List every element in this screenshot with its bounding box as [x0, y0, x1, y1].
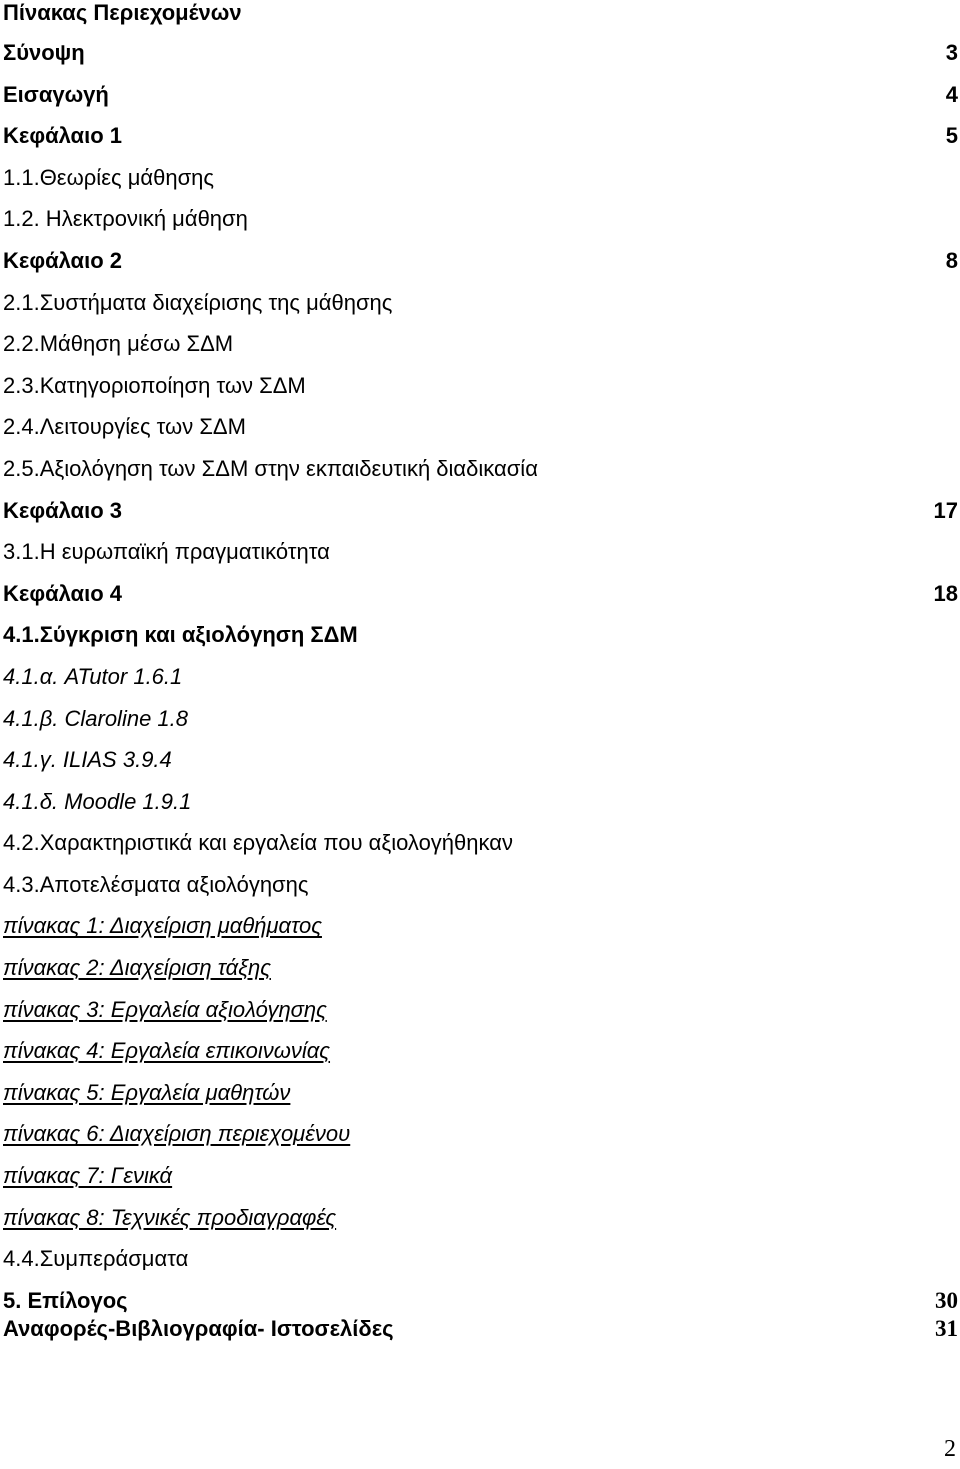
toc-entry[interactable] — [0, 282, 960, 324]
toc-entry[interactable] — [0, 905, 960, 947]
toc-entry-page: 18 — [933, 580, 958, 606]
toc-entry-label: πίνακας 6: Διαχείριση περιεχομένου — [3, 1121, 351, 1147]
toc-tail — [0, 1287, 960, 1343]
toc-entry-label: Αναφορές-Βιβλιογραφία- Ιστοσελίδες — [3, 1316, 394, 1341]
toc-entry[interactable] — [0, 365, 960, 407]
toc-entry-label: 2.4.Λειτουργίες των ΣΔΜ — [3, 414, 246, 440]
toc-entry[interactable] — [0, 614, 960, 656]
toc-entry-label: 4.1.α. ATutor 1.6.1 — [3, 663, 183, 689]
toc-entry-label: Σύνοψη — [3, 40, 85, 65]
toc-entry[interactable] — [0, 323, 960, 365]
toc-entry[interactable] — [0, 74, 960, 116]
toc-entry-label: 4.1.δ. Moodle 1.9.1 — [3, 788, 192, 814]
toc-entry-label: πίνακας 3: Εργαλεία αξιολόγησης — [3, 996, 327, 1022]
toc-entry[interactable] — [0, 1030, 960, 1072]
page-number: 2 — [944, 1436, 956, 1462]
toc-entry-label: πίνακας 8: Τεχνικές προδιαγραφές — [3, 1204, 337, 1230]
toc-entry-label: 1.2. Ηλεκτρονική μάθηση — [3, 206, 248, 232]
toc-entry[interactable] — [0, 573, 960, 615]
toc-entry[interactable] — [0, 1287, 960, 1315]
toc-entry[interactable] — [0, 822, 960, 864]
toc-entry-label: πίνακας 7: Γενικά — [3, 1163, 173, 1189]
toc-entry-label: πίνακας 5: Εργαλεία μαθητών — [3, 1079, 291, 1105]
toc-entry[interactable] — [0, 989, 960, 1031]
toc-entry[interactable] — [0, 115, 960, 157]
toc-entry-label: 4.4.Συμπεράσματα — [3, 1246, 189, 1272]
toc-entry-label: Εισαγωγή — [3, 81, 109, 107]
toc-entry-label: 1.1.Θεωρίες μάθησης — [3, 164, 214, 190]
toc-entry[interactable] — [0, 240, 960, 282]
toc-entry[interactable] — [0, 157, 960, 199]
toc-entry-label: 2.1.Συστήματα διαχείρισης της μάθησης — [3, 289, 393, 315]
toc-entry[interactable] — [0, 1155, 960, 1197]
toc-entry-page: 31 — [935, 1316, 958, 1341]
toc-entry[interactable] — [0, 406, 960, 448]
toc-entry[interactable] — [0, 1072, 960, 1114]
toc-entry[interactable] — [0, 1113, 960, 1155]
toc-list — [0, 32, 960, 1280]
toc-entry[interactable] — [0, 1197, 960, 1239]
toc-entry-label: 4.3.Αποτελέσματα αξιολόγησης — [3, 871, 309, 897]
toc-title: Πίνακας Περιεχομένων — [3, 0, 242, 25]
toc-entry-label: 4.2.Χαρακτηριστικά και εργαλεία που αξιολογήθηκαν — [3, 830, 513, 856]
toc-entry[interactable] — [0, 864, 960, 906]
toc-entry[interactable] — [0, 32, 960, 74]
toc-entry-label: πίνακας 4: Εργαλεία επικοινωνίας — [3, 1038, 331, 1064]
toc-entry-page: 3 — [945, 40, 958, 65]
toc-entry[interactable] — [0, 781, 960, 823]
toc-entry-label: Κεφάλαιο 3 — [3, 497, 122, 523]
toc-entry-label: 4.1.γ. ILIAS 3.9.4 — [3, 747, 172, 773]
toc-entry-label: 5. Επίλογος — [3, 1288, 128, 1313]
toc-entry[interactable] — [0, 448, 960, 490]
toc-entry-label: 2.3.Κατηγοριοποίηση των ΣΔΜ — [3, 372, 306, 398]
toc-entry[interactable] — [0, 1315, 960, 1343]
toc-entry-page: 5 — [945, 123, 958, 149]
toc-entry-page: 17 — [933, 497, 958, 523]
toc-entry[interactable] — [0, 490, 960, 532]
toc-entry-label: 2.5.Αξιολόγηση των ΣΔΜ στην εκπαιδευτική διαδικασία — [3, 455, 538, 481]
toc-entry[interactable] — [0, 1238, 960, 1280]
toc-entry-label: 4.1.β. Claroline 1.8 — [3, 705, 189, 731]
toc-entry-label: Κεφάλαιο 2 — [3, 247, 122, 273]
toc-entry-page: 4 — [945, 81, 958, 107]
toc-entry[interactable] — [0, 739, 960, 781]
toc-entry-label: Κεφάλαιο 1 — [3, 123, 122, 149]
toc-entry-label: 4.1.Σύγκριση και αξιολόγηση ΣΔΜ — [3, 622, 358, 648]
toc-entry-label: πίνακας 2: Διαχείριση τάξης — [3, 955, 271, 981]
toc-entry-label: 3.1.Η ευρωπαϊκή πραγματικότητα — [3, 539, 330, 565]
toc-entry-label: Κεφάλαιο 4 — [3, 580, 122, 606]
toc-entry[interactable] — [0, 947, 960, 989]
toc-entry[interactable] — [0, 698, 960, 740]
toc-entry-page: 30 — [935, 1288, 958, 1313]
toc-entry[interactable] — [0, 656, 960, 698]
toc-entry-label: πίνακας 1: Διαχείριση μαθήματος — [3, 913, 322, 939]
toc-entry[interactable] — [0, 198, 960, 240]
toc-entry-label: 2.2.Μάθηση μέσω ΣΔΜ — [3, 331, 234, 357]
toc-entry[interactable] — [0, 531, 960, 573]
toc-entry-page: 8 — [945, 247, 958, 273]
